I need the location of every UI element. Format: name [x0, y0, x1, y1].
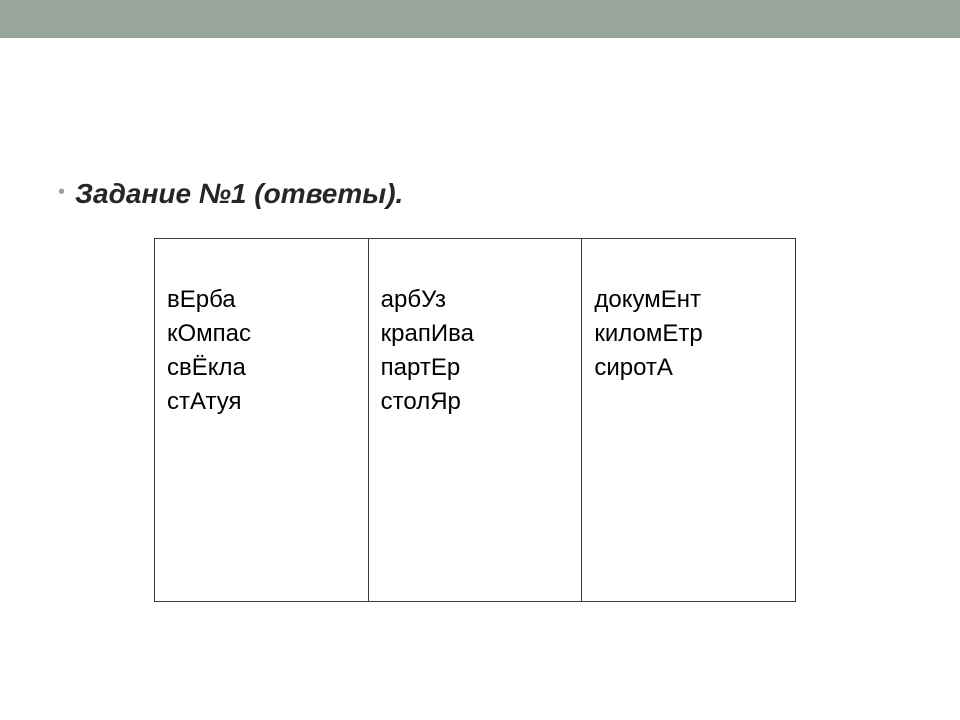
- answer-table: [154, 238, 796, 602]
- table-cell-word: кОмпас: [167, 320, 252, 347]
- table-column-1: [155, 239, 369, 601]
- table-cell-word: столЯр: [380, 388, 461, 415]
- bullet-dot-icon: •: [58, 181, 66, 203]
- slide-top-bar: [0, 0, 960, 38]
- table-cell-word: сиротА: [594, 354, 673, 381]
- table-cell-word: партЕр: [380, 354, 461, 381]
- table-cell-word: киломЕтр: [594, 320, 703, 347]
- table-cell-word: вЕрба: [167, 286, 236, 313]
- table-column-3: [582, 239, 795, 601]
- slide-heading: Задание №1 (ответы).: [75, 178, 404, 209]
- table-cell-word: стАтуя: [167, 388, 242, 415]
- table-column-2: [369, 239, 583, 601]
- bullet-item: [58, 178, 403, 210]
- table-cell-word: крапИва: [380, 320, 474, 347]
- table-cell-word: докумЕнт: [594, 286, 701, 313]
- table-cell-word: свЁкла: [167, 354, 246, 381]
- table-cell-word: арбУз: [380, 286, 447, 313]
